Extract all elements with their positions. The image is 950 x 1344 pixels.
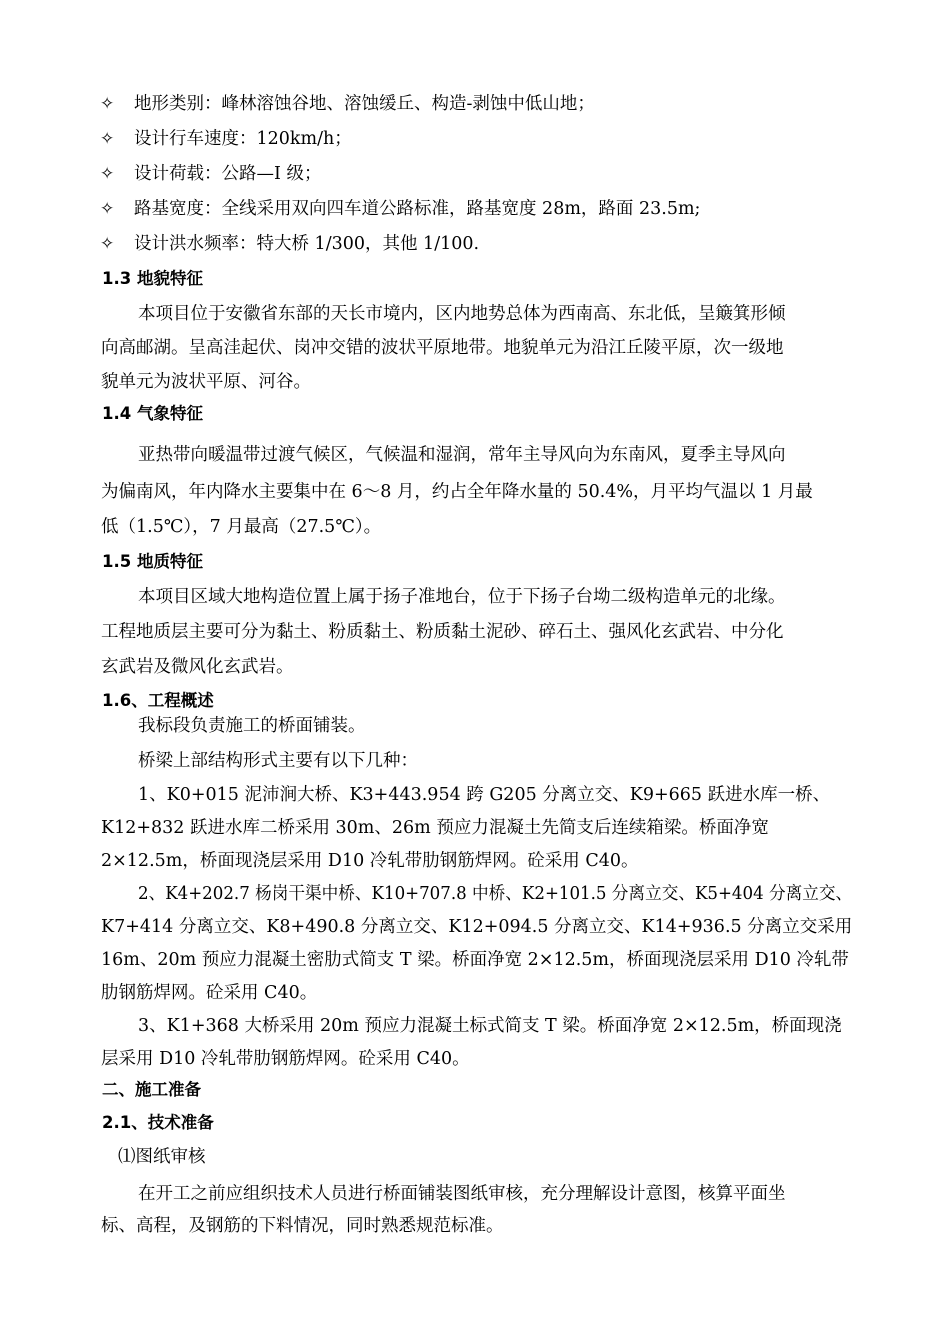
paragraph-line: 2×12.5m，桥面现浇层采用 D10 冷轧带肋钢筋焊网。砼采用 C40。 — [101, 851, 639, 871]
paragraph-line: K7+414 分离立交、K8+490.8 分离立交、K12+094.5 分离立交、K14+936.5 分离立交采用 — [101, 917, 853, 937]
paragraph-line: 亚热带向暖温带过渡气候区，气候温和湿润，常年主导风向为东南风，夏季主导风向 — [138, 445, 786, 465]
paragraph-line: 层采用 D10 冷轧带肋钢筋焊网。砼采用 C40。 — [101, 1049, 470, 1069]
section-heading: 1.3 地貌特征 — [102, 269, 203, 288]
paragraph-line: 桥梁上部结构形式主要有以下几种： — [138, 751, 418, 771]
paragraph-line: 标、高程，及钢筋的下料情况，同时熟悉规范标准。 — [101, 1216, 504, 1236]
paragraph-line: 1、K0+015 泥沛涧大桥、K3+443.954 跨 G205 分离立交、K9+665 跃进水库一桥、 — [138, 785, 831, 805]
paragraph-line: 低（1.5℃），7 月最高（27.5℃）。 — [101, 517, 382, 537]
bullet-text: 路基宽度：全线采用双向四车道公路标准，路基宽度 28m，路面 23.5m; — [134, 199, 701, 219]
section-heading: 1.6、工程概述 — [102, 691, 214, 710]
bullet-text: 设计行车速度：120km/h； — [134, 129, 352, 149]
paragraph-line: 肋钢筋焊网。砼采用 C40。 — [101, 983, 318, 1003]
section-heading: 2.1、技术准备 — [102, 1113, 214, 1132]
bullet-text: 设计洪水频率：特大桥 1/300，其他 1/100. — [134, 234, 480, 254]
paragraph-line: K12+832 跃进水库二桥采用 30m、26m 预应力混凝土先简支后连续箱梁。桥面净宽 — [101, 818, 769, 838]
section-heading: 1.4 气象特征 — [102, 404, 203, 423]
section-heading: 1.5 地质特征 — [102, 552, 203, 571]
diamond-bullet-icon: ✧ — [100, 199, 115, 219]
diamond-bullet-icon: ✧ — [100, 164, 115, 184]
paragraph-line: 3、K1+368 大桥采用 20m 预应力混凝土标式简支 T 梁。桥面净宽 2×12.5m，桥面现浇 — [138, 1016, 842, 1036]
paragraph-line: 向高邮湖。呈高洼起伏、岗冲交错的波状平原地带。地貌单元为沿江丘陵平原，次一级地 — [101, 338, 784, 358]
paragraph-line: 本项目位于安徽省东部的天长市境内，区内地势总体为西南高、东北低，呈簸箕形倾 — [138, 304, 786, 324]
paragraph-line: 我标段负责施工的桥面铺装。 — [138, 716, 366, 736]
paragraph-line: 工程地质层主要可分为黏土、粉质黏土、粉质黏土泥砂、碎石土、强风化玄武岩、中分化 — [101, 622, 784, 642]
diamond-bullet-icon: ✧ — [100, 234, 115, 254]
diamond-bullet-icon: ✧ — [100, 129, 115, 149]
bullet-text: 地形类别：峰林溶蚀谷地、溶蚀缓丘、构造-剥蚀中低山地； — [134, 94, 595, 114]
paragraph-line: 本项目区域大地构造位置上属于扬子准地台，位于下扬子台坳二级构造单元的北缘。 — [138, 587, 786, 607]
paragraph-line: 貌单元为波状平原、河谷。 — [101, 372, 311, 392]
bullet-text: 设计荷载：公路—I 级； — [134, 164, 322, 184]
paragraph-line: 为偏南风，年内降水主要集中在 6～8 月，约占全年降水量的 50.4%，月平均气温以 1 月最 — [101, 482, 813, 502]
item-label: ⑴图纸审核 — [118, 1147, 206, 1167]
paragraph-line: 玄武岩及微风化玄武岩。 — [101, 657, 294, 677]
paragraph-line: 在开工之前应组织技术人员进行桥面铺装图纸审核，充分理解设计意图，核算平面坐 — [138, 1184, 786, 1204]
chapter-heading: 二、施工准备 — [102, 1080, 201, 1099]
diamond-bullet-icon: ✧ — [100, 94, 115, 114]
paragraph-line: 2、K4+202.7 杨岗干渠中桥、K10+707.8 中桥、K2+101.5 分离立交、K5+404 分离立交、 — [138, 884, 853, 904]
paragraph-line: 16m、20m 预应力混凝土密肋式简支 T 梁。桥面净宽 2×12.5m，桥面现浇层采用 D10 冷轧带 — [101, 950, 849, 970]
